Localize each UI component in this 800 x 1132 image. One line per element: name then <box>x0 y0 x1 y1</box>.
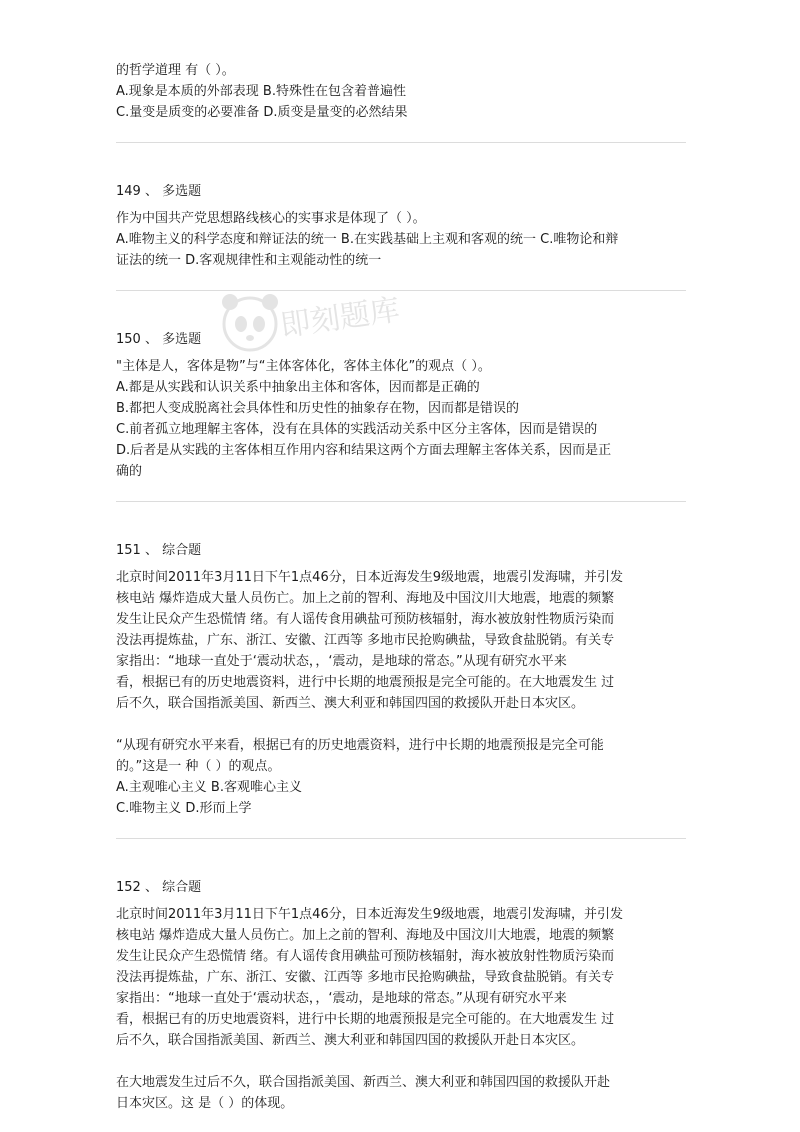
question-line: 核电站 爆炸造成大量人员伤亡。加上之前的智利、海地及中国汶川大地震，地震的频繁 <box>116 591 615 606</box>
question-line: 日本灾区。这 是（ ）的体现。 <box>116 1096 294 1111</box>
paragraph-break <box>116 714 686 735</box>
option-line: C.唯物主义 D.形而上学 <box>116 801 252 816</box>
question-header: 150 、 多选题 <box>116 332 202 347</box>
question-line: 北京时间2011年3月11日下午1点46分，日本近海发生9级地震，地震引发海啸，并引发 <box>116 907 623 922</box>
intro-line: A.现象是本质的外部表现 B.特殊性在包含着普遍性 <box>116 84 406 99</box>
question-line: C.前者孤立地理解主客体，没有在具体的实践活动关系中区分主客体，因而是错误的 <box>116 422 598 437</box>
question-line: 发生让民众产生恐慌情 绪。有人谣传食用碘盐可预防核辐射，海水被放射性物质污染而 <box>116 949 615 964</box>
question-line: 在大地震发生过后不久，联合国指派美国、新西兰、澳大利亚和韩国四国的救援队开赴 <box>116 1075 611 1090</box>
question-line: 北京时间2011年3月11日下午1点46分，日本近海发生9级地震，地震引发海啸，并引发 <box>116 570 623 585</box>
question-header: 149 、 多选题 <box>116 184 202 199</box>
question-header: 152 、 综合题 <box>116 880 202 895</box>
question-150 <box>116 329 686 482</box>
question-line: 确的 <box>116 464 143 479</box>
question-line: A.都是从实践和认识关系中抽象出主体和客体，因而都是正确的 <box>116 380 480 395</box>
question-line: D.后者是从实践的主客体相互作用内容和结果这两个方面去理解主客体关系，因而是正 <box>116 443 612 458</box>
question-line: 证法的统一 D.客观规律性和主观能动性的统一 <box>116 253 382 268</box>
question-line: A.唯物主义的科学态度和辩证法的统一 B.在实践基础上主观和客观的统一 C.唯物论和辩 <box>116 232 619 247</box>
question-152 <box>116 877 686 1114</box>
question-line: "主体是人，客体是物”与“主体客体化，客体主体化”的观点（ ）。 <box>116 359 491 374</box>
question-line: 看，根据已有的历史地震资料，进行中长期的地震预报是完全可能的。在大地震发生 过 <box>116 675 615 690</box>
watermark-text: 即刻题库 <box>278 292 402 344</box>
option-line: A.主观唯心主义 B.客观唯心主义 <box>116 780 302 795</box>
question-line: 没法再提炼盐，广东、浙江、安徽、江西等 多地市民抢购碘盐，导致食盐脱销。有关专 <box>116 633 615 648</box>
question-line: 后不久，联合国指派美国、新西兰、澳大利亚和韩国四国的救援队开赴日本灾区。 <box>116 1033 585 1048</box>
paragraph-break <box>116 1051 686 1072</box>
question-line: 家指出：“地球一直处于‘震动状态，，‘震动，是地球的常态。”从现有研究水平来 <box>116 991 567 1006</box>
question-line: 核电站 爆炸造成大量人员伤亡。加上之前的智利、海地及中国汶川大地震，地震的频繁 <box>116 928 615 943</box>
question-line: 后不久，联合国指派美国、新西兰、澳大利亚和韩国四国的救援队开赴日本灾区。 <box>116 696 585 711</box>
question-line: “从现有研究水平来看，根据已有的历史地震资料，进行中长期的地震预报是完全可能 <box>116 738 604 753</box>
question-149 <box>116 181 686 271</box>
intro-line: 的哲学道理 有（ ）。 <box>116 63 235 78</box>
question-line: 家指出：“地球一直处于‘震动状态，，‘震动，是地球的常态。”从现有研究水平来 <box>116 654 567 669</box>
question-151 <box>116 540 686 819</box>
question-line: 发生让民众产生恐慌情 绪。有人谣传食用碘盐可预防核辐射，海水被放射性物质污染而 <box>116 612 615 627</box>
intro-line: C.量变是质变的必要准备 D.质变是量变的必然结果 <box>116 105 408 120</box>
question-line: 看，根据已有的历史地震资料，进行中长期的地震预报是完全可能的。在大地震发生 过 <box>116 1012 615 1027</box>
question-line: 作为中国共产党思想路线核心的实事求是体现了（ ）。 <box>116 211 426 226</box>
question-line: B.都把人变成脱离社会具体性和历史性的抽象存在物，因而都是错误的 <box>116 401 520 416</box>
question-header: 151 、 综合题 <box>116 543 202 558</box>
question-line: 的。”这是一 种（ ）的观点。 <box>116 759 281 774</box>
intro-block <box>116 60 686 123</box>
document-page <box>116 60 686 1114</box>
question-line: 没法再提炼盐，广东、浙江、安徽、江西等 多地市民抢购碘盐，导致食盐脱销。有关专 <box>116 970 615 985</box>
